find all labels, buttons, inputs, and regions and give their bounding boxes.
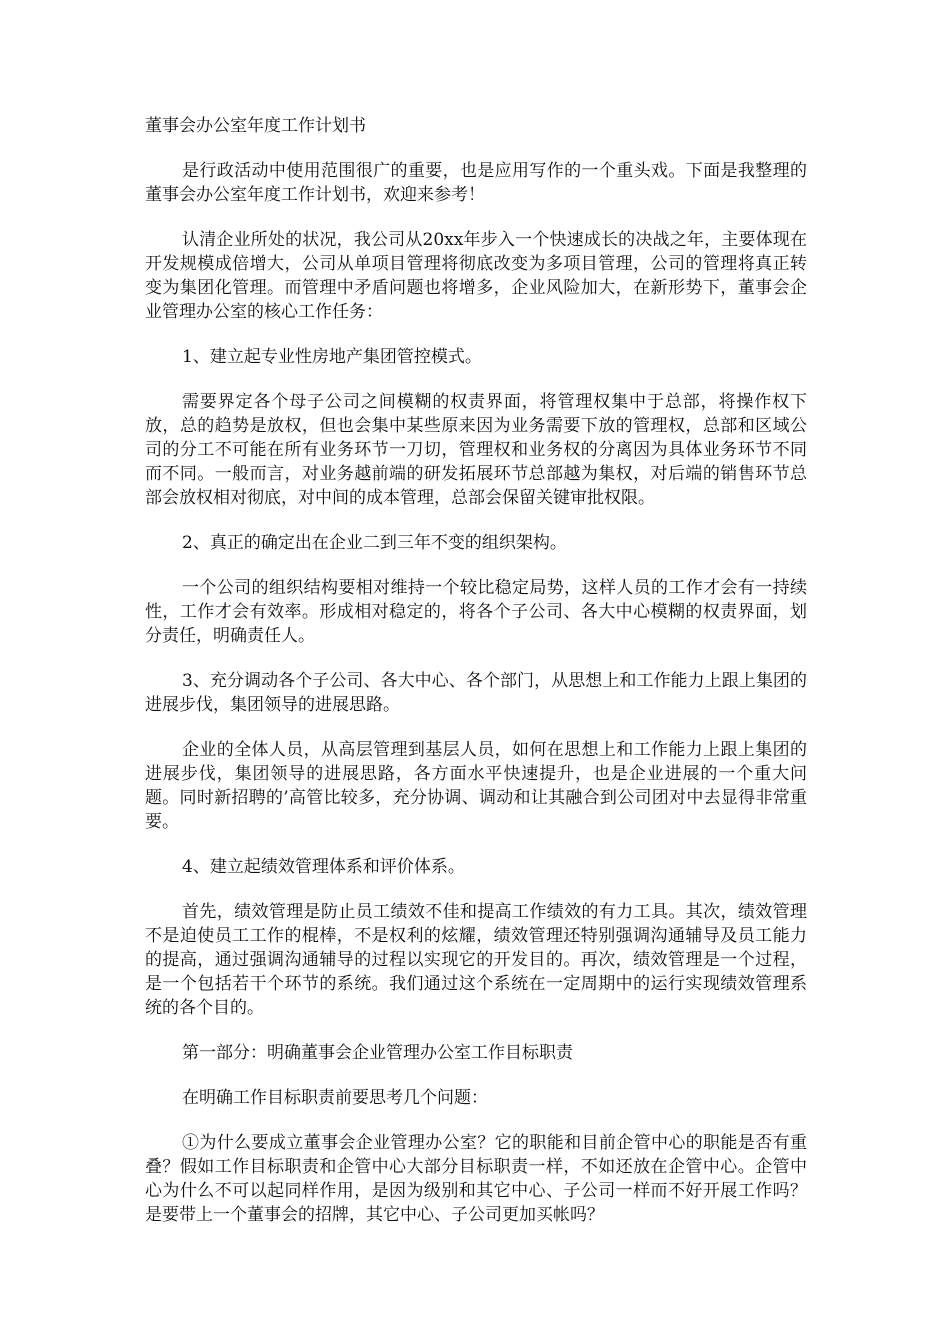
paragraph-question-1: ①为什么要成立董事会企业管理办公室？它的职能和目前企管中心的职能是否有重叠？假如工作目标职责和企管中心大部分目标职责一样，不如还放在企管中心。企管中心为什么不可以起同样作用，是因为级别和其它中心、子公司一样而不好开展工作吗？是要带上一个董事会的招牌，其它中心、子公司更加买帐吗？ [145, 1133, 807, 1225]
paragraph-item-4: 首先，绩效管理是防止员工绩效不佳和提高工作绩效的有力工具。其次，绩效管理不是迫使员工工作的棍棒，不是权利的炫耀，绩效管理还特别强调沟通辅导及员工能力的提高，通过强调沟通辅导的过程以实现它的开发目的。再次，绩效管理是一个过程，是一个包括若干个环节的系统。我们通过这个系统在一定周期中的运行实现绩效管理系统的各个目的。 [145, 902, 807, 1018]
paragraph-item-1: 需要界定各个母子公司之间模糊的权责界面，将管理权集中于总部，将操作权下放，总的趋势是放权，但也会集中某些原来因为业务需要下放的管理权，总部和区域公司的分工不可能在所有业务环节一刀切，管理权和业务权的分离因为具体业务环节不同而不同。一般而言，对业务越前端的研发拓展环节总部越为集权，对后端的销售环节总部会放权相对彻底，对中间的成本管理，总部会保留关键审批权限。 [145, 392, 807, 508]
paragraph-questions-intro: 在明确工作目标职责前要思考几个问题： [182, 1088, 488, 1108]
paragraph-situation: 认清企业所处的状况，我公司从20xx年步入一个快速成长的决战之年，主要体现在开发规模成倍增大，公司从单项目管理将彻底改变为多项目管理，公司的管理将真正转变为集团化管理。而管理中矛盾问题也将增多，企业风险加大，在新形势下，董事会企业管理办公室的核心工作任务： [145, 230, 807, 322]
document-title: 董事会办公室年度工作计划书 [145, 116, 366, 136]
paragraph-intro: 是行政活动中使用范围很广的重要，也是应用写作的一个重头戏。下面是我整理的董事会办公室年度工作计划书，欢迎来参考！ [145, 161, 807, 205]
heading-item-2: 2、真正的确定出在企业二到三年不变的组织架构。 [182, 533, 567, 553]
heading-item-3: 3、充分调动各个子公司、各大中心、各个部门，从思想上和工作能力上跟上集团的进展步伐，集团领导的进展思路。 [145, 671, 807, 715]
heading-item-1: 1、建立起专业性房地产集团管控模式。 [182, 347, 482, 367]
paragraph-item-2: 一个公司的组织结构要相对维持一个较比稳定局势，这样人员的工作才会有一持续性，工作才会有效率。形成相对稳定的，将各个子公司、各大中心模糊的权责界面，划分责任，明确责任人。 [145, 578, 807, 646]
section-heading-part-1: 第一部分：明确董事会企业管理办公室工作目标职责 [182, 1043, 573, 1063]
paragraph-item-3: 企业的全体人员，从高层管理到基层人员，如何在思想上和工作能力上跟上集团的进展步伐，集团领导的进展思路，各方面水平快速提升，也是企业进展的一个重大问题。同时新招聘的’高管比较多，充分协调、调动和让其融合到公司团对中去显得非常重要。 [145, 740, 807, 832]
document-page [145, 114, 807, 1248]
heading-item-4: 4、建立起绩效管理体系和评价体系。 [182, 857, 465, 877]
